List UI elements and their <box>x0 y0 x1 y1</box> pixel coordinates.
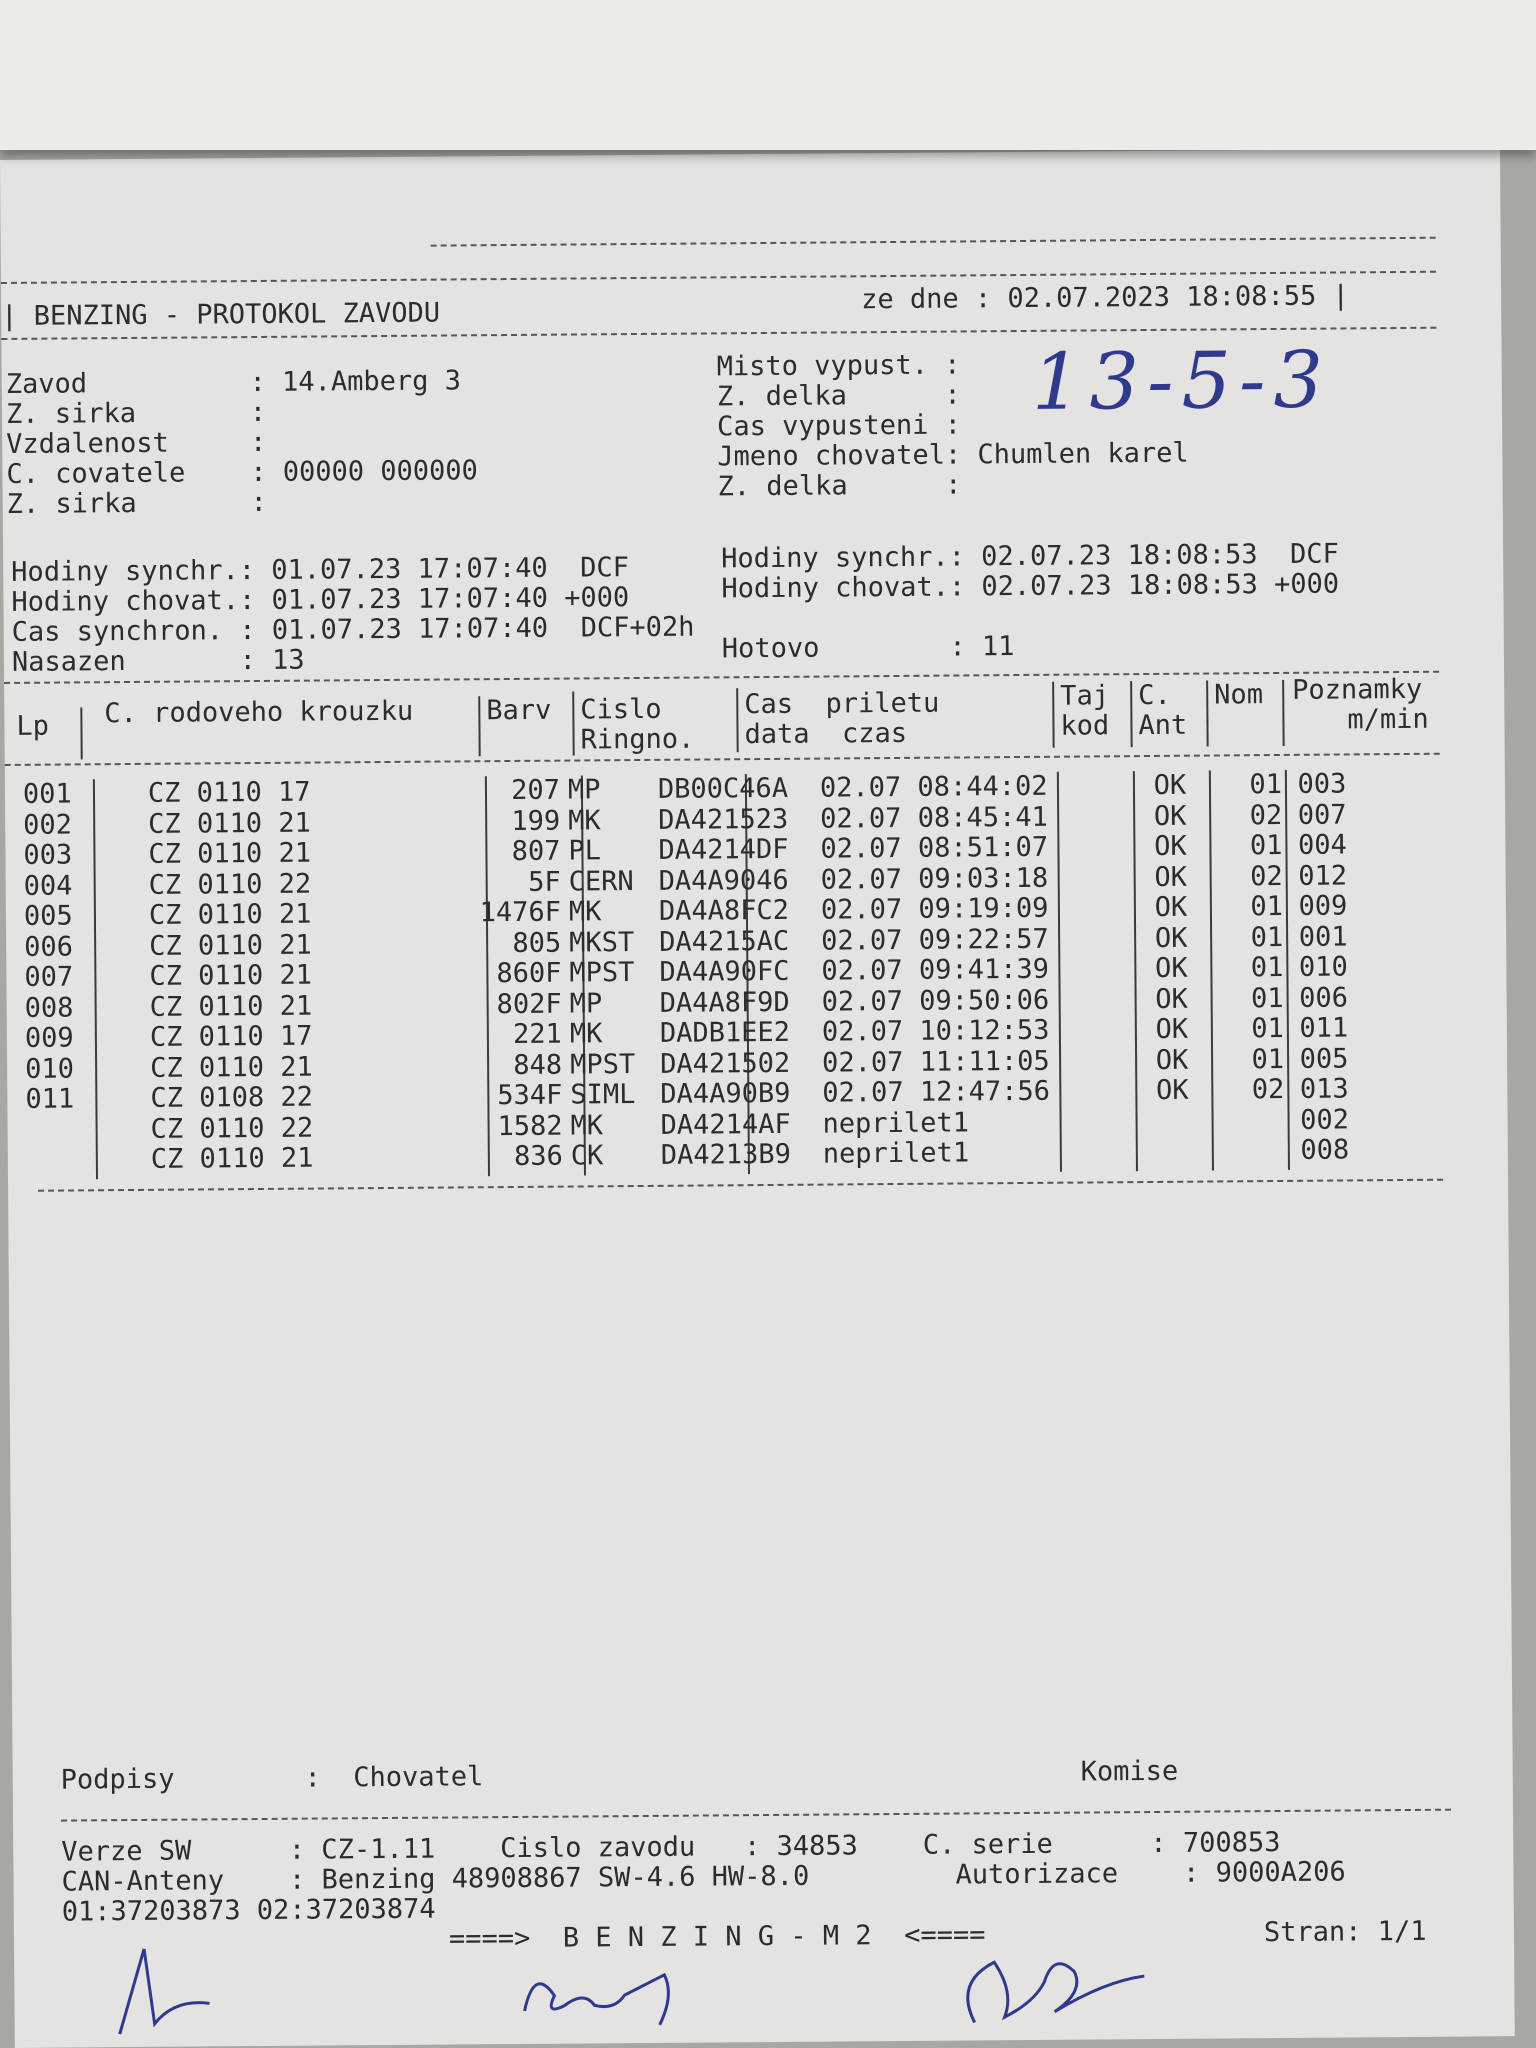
separator-line <box>431 237 1436 247</box>
cell-color: MK <box>568 804 601 837</box>
cell-time: 02.07 09:19:09 <box>820 892 1049 926</box>
cell-nom: 007 <box>1297 798 1347 831</box>
commission-label: Komise <box>1080 1755 1179 1788</box>
cell-ring: CZ 0110 21 <box>149 990 313 1023</box>
cell-lp: 008 <box>24 991 74 1024</box>
report-title: | BENZING - PROTOKOL ZAVODU <box>1 297 441 332</box>
cell-color: PL <box>568 835 602 867</box>
cell-ant: 01 <box>1249 768 1283 801</box>
cell-ant: 02 <box>1250 860 1283 892</box>
right-fields: Misto vypust. : Z. delka : Cas vypusteni : Jmeno chovatel: Chumlen karel Z. delka : <box>716 349 1189 503</box>
table-header: Lp C. rodoveho krouzku Barv Cislo Ringno. Cas priletu data czas Taj kod C. Ant Nom Poznamky m/min <box>16 673 1429 756</box>
cell-color: CERN <box>568 865 634 898</box>
cell-lp: 007 <box>24 961 74 993</box>
cell-nom: 012 <box>1298 859 1348 892</box>
column-rule <box>1130 681 1133 747</box>
page-number: Stran: 1/1 <box>1263 1915 1427 1949</box>
cell-code: OK <box>1154 952 1188 984</box>
cell-chip: DA4A9046 <box>658 864 789 897</box>
software-info: Verze SW : CZ-1.11 Cislo zavodu : 34853 C. serie : 700853 <box>61 1826 1281 1868</box>
cell-ring: CZ 0110 21 <box>148 837 312 870</box>
cell-chip: DA421523 <box>658 803 789 836</box>
cell-ant <box>1212 1105 1284 1136</box>
cell-nom: 005 <box>1299 1042 1349 1075</box>
cell-lp: 006 <box>24 930 74 963</box>
cell-chip: DA4A8FC2 <box>658 894 790 927</box>
cell-code: OK <box>1155 1074 1189 1106</box>
cell-lp: 010 <box>25 1052 75 1085</box>
cell-color: CK <box>570 1140 604 1172</box>
cell-ant: 02 <box>1251 1073 1285 1106</box>
cell-ant: 02 <box>1249 799 1283 831</box>
cell-chip: DA4215AC <box>659 925 790 958</box>
cell-code: OK <box>1155 983 1188 1015</box>
cell-ant: 01 <box>1250 890 1284 923</box>
column-rule <box>572 692 575 756</box>
cell-ring: CZ 0110 21 <box>148 898 312 931</box>
cell-code: OK <box>1155 1013 1189 1045</box>
cell-nom: 011 <box>1299 1012 1349 1044</box>
cell-time: 02.07 08:45:41 <box>820 801 1048 835</box>
cell-lp: 003 <box>23 839 73 871</box>
cell-time: 02.07 08:44:02 <box>819 770 1048 804</box>
column-rule <box>478 696 480 756</box>
cell-color: MPST <box>570 1048 636 1081</box>
cell-color: MP <box>569 987 603 1020</box>
cell-ring: CZ 0110 21 <box>150 1142 314 1175</box>
antenna-ids: 01:37203873 02:37203874 <box>61 1893 436 1928</box>
cell-lp: 001 <box>22 778 72 810</box>
cell-nom: 006 <box>1299 981 1349 1014</box>
cell-code: OK <box>1155 1044 1189 1076</box>
cell-color: MP <box>567 774 601 806</box>
cell-ant: 01 <box>1251 1012 1284 1045</box>
cell-time: 02.07 08:51:07 <box>820 831 1049 865</box>
cell-ring: CZ 0110 21 <box>149 959 313 992</box>
cell-time: 02.07 12:47:56 <box>822 1075 1051 1109</box>
cell-color: MK <box>569 1018 603 1050</box>
cell-num: 221 <box>512 1018 563 1050</box>
signatures-label: Podpisy : Chovatel <box>60 1761 484 1796</box>
signature-commission-1 <box>514 1955 695 2036</box>
cell-chip: DA4213B9 <box>660 1138 792 1171</box>
cell-ant: 01 <box>1250 951 1284 984</box>
cell-chip: DA4214DF <box>658 833 789 866</box>
cell-num: 5F <box>528 866 561 898</box>
cell-color: MKST <box>569 926 635 959</box>
cell-num: 1476F <box>479 896 562 929</box>
cell-ant: 01 <box>1250 921 1284 953</box>
cell-ant: 01 <box>1251 1043 1285 1075</box>
cell-code: OK <box>1154 922 1188 954</box>
cell-code: OK <box>1153 800 1187 832</box>
cell-time: 02.07 09:03:18 <box>820 862 1049 896</box>
column-rule <box>80 707 82 759</box>
cell-time: 02.07 11:11:05 <box>821 1045 1050 1079</box>
race-name: : 14.Amberg 3 <box>249 365 462 399</box>
cell-num: 802F <box>496 988 562 1020</box>
cell-ring: CZ 0110 22 <box>150 1112 314 1145</box>
overlapping-paper-sheet <box>0 0 1536 150</box>
cell-nom: 003 <box>1297 768 1347 800</box>
cell-chip: DB00C46A <box>657 772 789 805</box>
cell-num: 1582 <box>497 1110 563 1142</box>
antenna-info: CAN-Anteny : Benzing 48908867 SW-4.6 HW-8.0 Autorizace : 9000A206 <box>61 1856 1346 1898</box>
cell-ring: CZ 0110 21 <box>149 929 312 962</box>
cell-nom: 001 <box>1298 920 1348 953</box>
cell-ring: CZ 0110 17 <box>149 1020 313 1053</box>
cell-num: 836 <box>513 1140 563 1172</box>
handwritten-note: 13-5-3 <box>1031 335 1332 428</box>
cell-lp: 002 <box>23 808 73 841</box>
cell-ring: CZ 0108 22 <box>150 1081 314 1114</box>
report-date: ze dne : 02.07.2023 18:08:55 | <box>861 280 1349 316</box>
cell-time: neprilet1 <box>822 1137 970 1170</box>
column-rule <box>1206 681 1209 747</box>
signature-breeder <box>114 1928 255 2039</box>
cell-ring: CZ 0110 22 <box>148 868 312 901</box>
cell-nom: 010 <box>1298 951 1348 983</box>
cell-lp: 009 <box>24 1022 74 1054</box>
cell-num: 807 <box>511 835 561 868</box>
cell-num: 860F <box>496 957 562 990</box>
cell-color: SIML <box>570 1079 636 1111</box>
cell-time: neprilet1 <box>822 1106 970 1140</box>
cell-time: 02.07 09:41:39 <box>821 953 1050 987</box>
cell-ring: CZ 0110 21 <box>148 807 311 840</box>
cell-nom: 002 <box>1300 1103 1350 1136</box>
signature-commission-2 <box>934 1941 1155 2033</box>
breeder-number: : 00000 000000 <box>250 455 478 489</box>
separator-line <box>61 1809 1451 1822</box>
cell-time: 02.07 09:50:06 <box>821 984 1050 1018</box>
cell-time: 02.07 09:22:57 <box>821 923 1049 957</box>
cell-code <box>1133 1137 1213 1168</box>
cell-code: OK <box>1154 830 1187 862</box>
column-rule <box>1282 680 1285 746</box>
cell-code: OK <box>1154 891 1188 923</box>
cell-nom: 008 <box>1300 1134 1350 1166</box>
separator-line <box>5 753 1440 766</box>
cell-chip: DADB1EE2 <box>659 1016 791 1049</box>
brand-line: ====> B E N Z I N G - M 2 <==== <box>448 1919 986 1955</box>
cell-chip: DA4A8F9D <box>659 986 790 1019</box>
cell-ant: 01 <box>1249 829 1283 862</box>
clock-sync-block: Hodiny synchr.: 01.07.23 17:07:40 DCF Hodiny chovat.: 01.07.23 17:07:40 +000 Cas synchron. : 01.07.23 17:07:40 DCF+02h Nasazen : 13 Hodiny synchr.: 02.07.23 18:08:53 DCF Hodiny chovat.: 02.07.23 18:08:53 +000 Hotovo : 11 <box>11 538 1340 678</box>
left-fields: Zavod : 14.Amberg 3 Z. sirka : Vzdalenost : C. covatele : 00000 000000 Z. sirka : <box>5 365 478 520</box>
cell-num: 534F <box>497 1079 563 1112</box>
cell-code: OK <box>1154 861 1188 893</box>
cell-code <box>1132 1106 1212 1137</box>
arrivals-table <box>5 769 1365 1176</box>
cell-color: MK <box>570 1109 604 1142</box>
cell-chip: DA4A90FC <box>659 955 790 988</box>
cell-ring: CZ 0110 21 <box>150 1051 313 1084</box>
cell-code: OK <box>1153 769 1187 801</box>
column-rule <box>1052 682 1055 748</box>
cell-ant <box>1213 1136 1285 1167</box>
cell-chip: DA421502 <box>659 1047 791 1080</box>
cell-nom: 004 <box>1297 829 1347 861</box>
cell-lp: 011 <box>25 1083 75 1115</box>
cell-num: 207 <box>511 774 561 807</box>
column-rule <box>736 688 739 752</box>
cell-lp <box>8 1115 106 1146</box>
cell-chip: DA4214AF <box>660 1108 791 1141</box>
cell-lp <box>8 1145 106 1176</box>
cell-ant: 01 <box>1250 982 1284 1014</box>
race-protocol-page <box>0 148 1515 2048</box>
breeder-name: : Chumlen karel <box>944 437 1189 471</box>
cell-num: 199 <box>511 805 561 837</box>
cell-nom: 013 <box>1299 1073 1349 1105</box>
cell-num: 848 <box>513 1049 563 1081</box>
cell-chip: DA4A90B9 <box>660 1077 791 1110</box>
cell-color: MPST <box>569 957 635 989</box>
cell-time: 02.07 10:12:53 <box>821 1014 1050 1048</box>
cell-nom: 009 <box>1298 890 1348 922</box>
cell-ring: CZ 0110 17 <box>147 776 311 809</box>
cell-lp: 004 <box>23 869 73 902</box>
cell-num: 805 <box>512 927 562 959</box>
cell-lp: 005 <box>23 900 73 932</box>
cell-color: MK <box>568 896 602 928</box>
separator-line <box>38 1179 1443 1192</box>
